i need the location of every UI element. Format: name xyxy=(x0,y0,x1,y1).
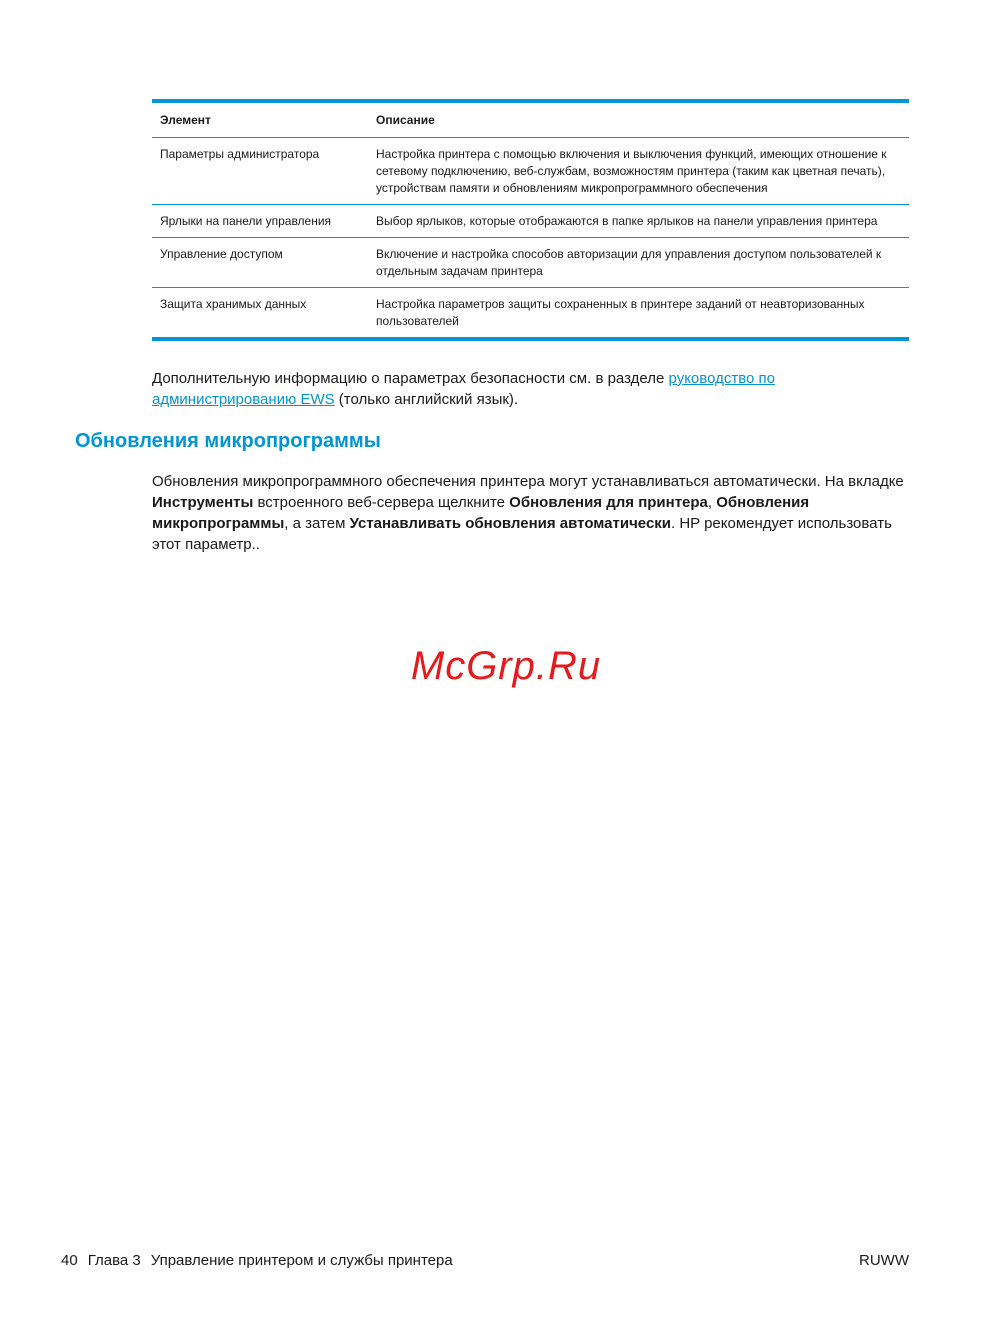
body-text: , xyxy=(707,494,717,511)
table-cell-description: Выбор ярлыков, которые отображаются в папке ярлыков на панели управления принтера xyxy=(368,205,909,238)
table-cell-element: Управление доступом xyxy=(152,238,368,288)
ews-admin-guide-link[interactable]: руководство по администрированию EWS xyxy=(152,370,775,408)
info-text-before: Дополнительную информацию о параметрах безопасности см. в разделе xyxy=(152,370,669,387)
chapter-label: Глава 3 xyxy=(87,1252,141,1269)
table-cell-element: Ярлыки на панели управления xyxy=(152,205,368,238)
settings-table xyxy=(152,99,909,341)
table-cell-element: Защита хранимых данных xyxy=(152,288,368,340)
body-text: . HP рекомендует использовать этот параметр.. xyxy=(152,515,892,553)
bold-term-tools: Инструменты xyxy=(152,494,254,511)
chapter-title: Управление принтером и службы принтера xyxy=(150,1252,453,1269)
settings-table-container xyxy=(152,99,909,341)
page-number: 40 xyxy=(61,1252,78,1269)
table-row xyxy=(152,288,909,340)
footer-left xyxy=(61,1252,463,1269)
watermark: McGrp.Ru xyxy=(410,644,602,688)
body-text: встроенного веб-сервера щелкните xyxy=(253,494,510,511)
table-cell-description: Настройка принтера с помощью включения и выключения функций, имеющих отношение к сетевому подключению, веб-службам, возможностям принтера (таким как цветная печать), устройствам памяти и обновлениям микропрограммного обеспечения xyxy=(368,138,909,205)
table-row xyxy=(152,205,909,238)
table-row xyxy=(152,238,909,288)
info-text-after: (только английский язык). xyxy=(334,391,519,408)
bold-term-auto-install: Устанавливать обновления автоматически xyxy=(349,515,672,532)
table-cell-element: Параметры администратора xyxy=(152,138,368,205)
column-header-element: Элемент xyxy=(152,101,368,138)
section-heading: Обновления микропрограммы xyxy=(75,430,381,452)
bold-term-printer-updates: Обновления для принтера xyxy=(509,494,708,511)
footer-code: RUWW xyxy=(859,1252,909,1269)
table-cell-description: Настройка параметров защиты сохраненных в принтере заданий от неавторизованных пользователей xyxy=(368,288,909,340)
table-row xyxy=(152,138,909,205)
bold-term-firmware-updates: Обновления микропрограммы xyxy=(152,494,810,532)
table-header-row xyxy=(152,101,909,138)
table-cell-description: Включение и настройка способов авторизации для управления доступом пользователей к отдельным задачам принтера xyxy=(368,238,909,288)
column-header-description: Описание xyxy=(368,101,909,138)
body-text: , а затем xyxy=(284,515,350,532)
security-info-paragraph xyxy=(152,368,912,410)
firmware-update-paragraph xyxy=(152,471,912,555)
body-text: Обновления микропрограммного обеспечения принтера могут устанавливаться автоматически. На вкладке xyxy=(152,473,904,490)
